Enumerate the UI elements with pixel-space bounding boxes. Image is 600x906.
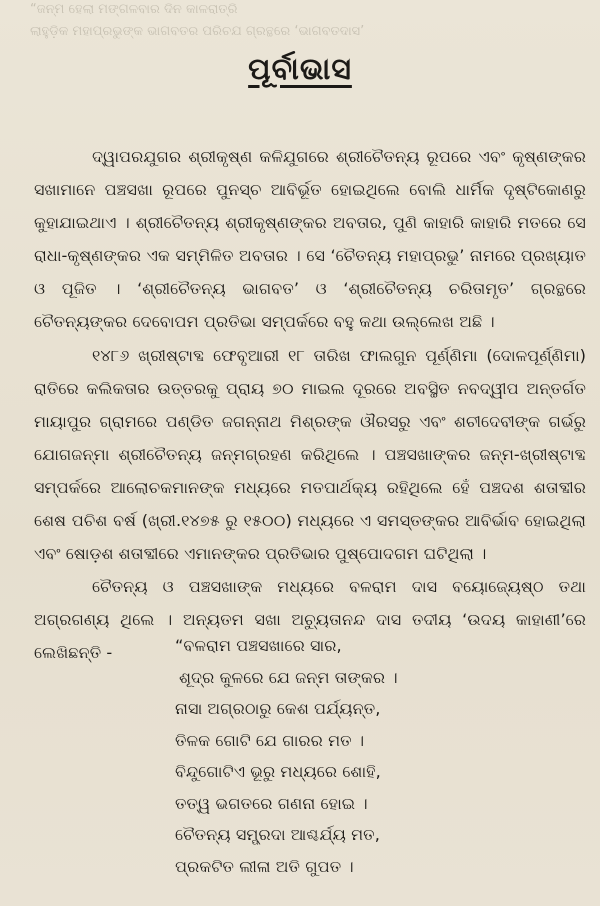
body-text (34, 140, 586, 670)
verse-line: ପ୍ରକଟିତ ଲୀଳା ଅତି ଗୁପତ । (175, 856, 354, 876)
verse-line: ନାସା ଅଗ୍ରଠାରୁ କେଶ ପର୍ଯ୍ୟନ୍ତ, (175, 699, 381, 718)
verse-line: “ବଳରାମ ପଞ୍ଚସଖାରେ ସାର, (175, 636, 342, 655)
verse-line: ଶୂଦ୍ର କୁଳରେ ଯେ ଜନ୍ମ ତାଙ୍କର । (179, 667, 398, 687)
verse-line: ତତ୍ୱ ଭଗତରେ ଗଣନା ହୋଇ । (175, 793, 368, 813)
bleed-through-text: ଲାହୁଡ଼ିକ ମହାପ୍ରଭୁଙ୍କ ଭାଗବତର ପରିଚଯ ଗ୍ରନ୍ଥରେ ‘ଭାଗବତଦାସ’ (30, 24, 365, 39)
bleed-through-text: “ଜନ୍ମ ହେଲା ମଙ୍ଗଳବାର ଦିନ କାଳରାତ୍ରି (30, 2, 238, 17)
paragraph: ୧୪୮୬ ଖ୍ରୀଷ୍ଟାବ୍ଦ ଫେବୃଆରୀ ୧୮ ତାରିଖ ଫାଲଗୁନ ପୂର୍ଣ୍ଣିମା (ଦୋଳପୂର୍ଣ୍ଣିମା) ରାତିରେ କଲିକତାର ଉତ୍ତରକୁ ପ୍ରାୟ ୭୦ ମାଇଲ ଦୂରରେ ଅବସ୍ଥିତ ନବଦ୍ୱୀପ ଅନ୍ତର୍ଗତ ମାୟାପୁର ଗ୍ରାମରେ ପଣ୍ଡିତ ଜଗନ୍ନାଥ ମିଶ୍ରଙ୍କ ଔରସରୁ ଏବଂ ଶଚୀଦେବୀଙ୍କ ଗର୍ଭରୁ ଯୋଗଜନ୍ମା ଶ୍ରୀଚୈତନ୍ୟ ଜନ୍ମଗ୍ରହଣ କରିଥିଲେ । ପଞ୍ଚସଖାଙ୍କର ଜନ୍ମ-ଖ୍ରୀଷ୍ଟାବ୍ଦ ସମ୍ପର୍କରେ ଆଲୋଚକମାନଙ୍କ ମଧ୍ୟରେ ମତପାର୍ଥକ୍ୟ ରହିଥିଲେ ହେଁ ପଞ୍ଚଦଶ ଶତାବ୍ଦୀର ଶେଷ ପଚିଶ ବର୍ଷ (ଖ୍ରୀ.୧୪୭୫ ରୁ ୧୫୦୦) ମଧ୍ୟରେ ଏ ସମସ୍ତଙ୍କର ଆବିର୍ଭାବ ହୋଇଥିଲା ଏବଂ ଷୋଡ଼ଶ ଶତାବ୍ଦୀରେ ଏମାନଙ୍କର ପ୍ରତିଭାର ପୁଷ୍ପୋଦଗମ ଘଟିଥିଲା । (34, 345, 586, 564)
paragraph: ଦ୍ୱାପରଯୁଗର ଶ୍ରୀକୃଷ୍ଣ କଳିଯୁଗରେ ଶ୍ରୀଚୈତନ୍ୟ ରୂପରେ ଏବଂ କୃଷ୍ଣଙ୍କର ସଖାମାନେ ପଞ୍ଚସଖା ରୂପରେ ପୁନସ୍ଚ ଆବିର୍ଭୂତ ହୋଇଥିଲେ ବୋଲି ଧାର୍ମିକ ଦୃଷ୍ଟିକୋଣରୁ କୁହାଯାଇଥାଏ । ଶ୍ରୀଚୈତନ୍ୟ ଶ୍ରୀକୃଷ୍ଣଙ୍କର ଅବତାର, ପୁଣି କାହାରି କାହାରି ମତରେ ସେ ରାଧା-କୃଷ୍ଣଙ୍କର ଏକ ସମ୍ମିଳିତ ଅବତାର । ସେ ‘ଚୈତନ୍ୟ ମହାପ୍ରଭୁ’ ନାମରେ ପ୍ରଖ୍ୟାତ ଓ ପୂଜିତ । ‘ଶ୍ରୀଚୈତନ୍ୟ ଭାଗବତ’ ଓ ‘ଶ୍ରୀଚୈତନ୍ୟ ଚରିତାମୃତ’ ଗ୍ରନ୍ଥରେ ଚୈତନ୍ୟଙ୍କର ଦେବୋପମ ପ୍ରତିଭା ସମ୍ପର୍କରେ ବହୁ କଥା ଉଲ୍ଲେଖ ଅଛି । (34, 147, 586, 332)
verse-line: ଚୈତନ୍ୟ ସମ୍ପ୍ରଦା ଆଶ୍ଚର୍ଯ୍ୟ ମତ, (175, 825, 380, 844)
verse-line: ବିନ୍ଦୁଗୋଟିଏ ଭୂରୁ ମଧ୍ୟରେ ଶୋହି, (175, 762, 381, 781)
page-title: ପୂର୍ବାଭାସ (248, 52, 352, 87)
paragraph: ଚୈତନ୍ୟ ଓ ପଞ୍ଚସଖାଙ୍କ ମଧ୍ୟରେ ବଳରାମ ଦାସ ବୟୋଜ୍ୟେଷ୍ଠ ତଥା ଅଗ୍ରଗଣ୍ୟ ଥିଲେ । ଅନ୍ୟତମ ସଖା ଅଚ୍ୟୁତାନନ୍ଦ ଦାସ ତଦୀୟ ‘ଉଦୟ କାହାଣୀ’ରେ ଲେଖିଛନ୍ତି - (34, 577, 586, 663)
verse-line: ତିଳକ ଗୋଟି ଯେ ଗାରର ମତ । (175, 730, 365, 750)
quoted-verse (175, 630, 555, 882)
